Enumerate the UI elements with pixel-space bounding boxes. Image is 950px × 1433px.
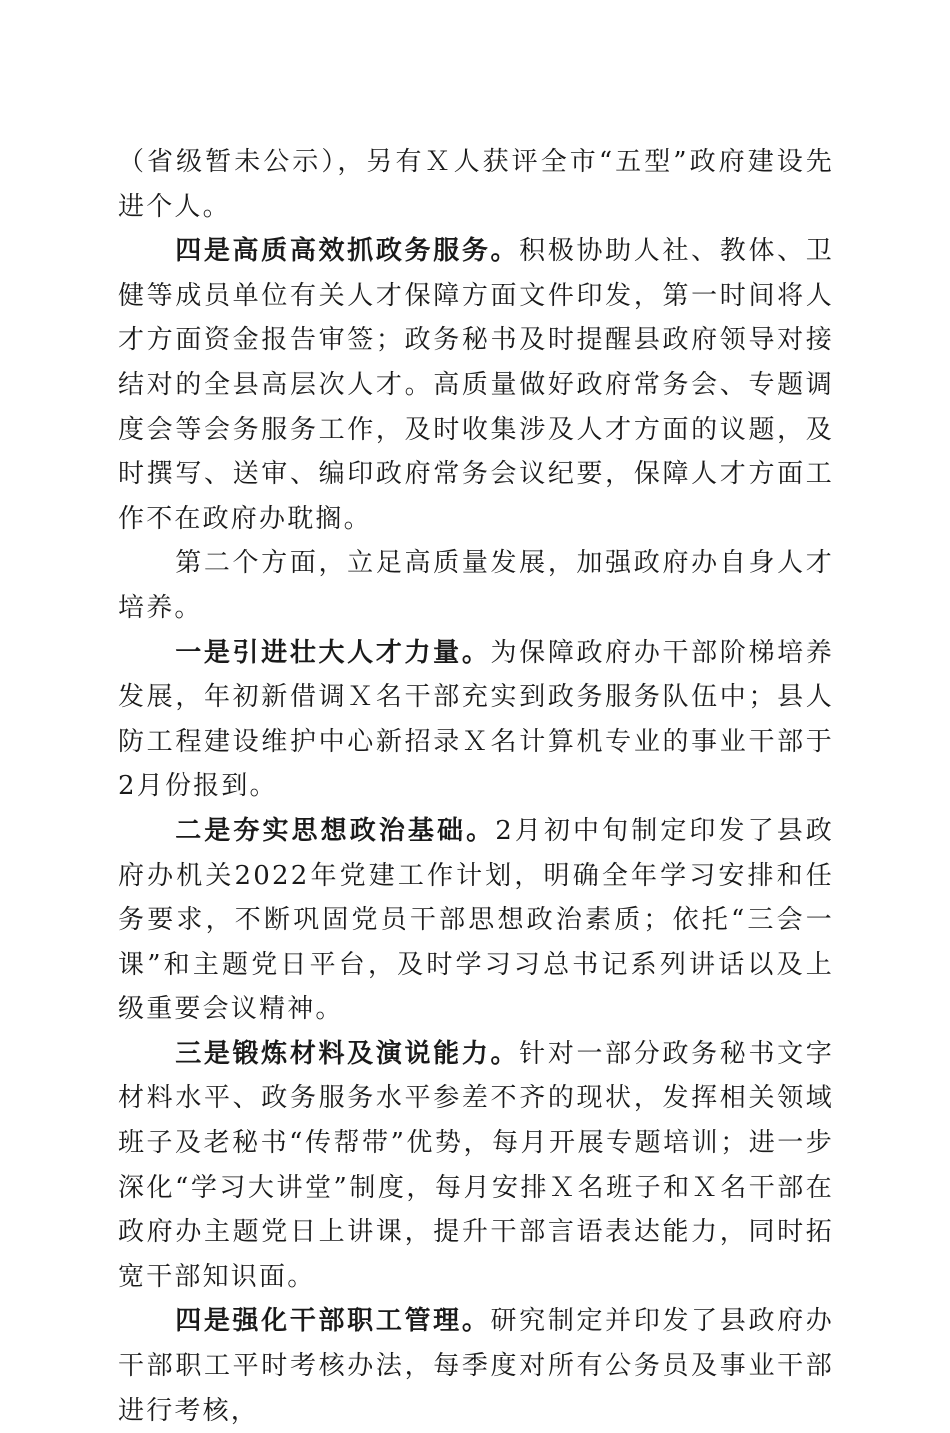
paragraph-text: 第二个方面，立足高质量发展，加强政府办自身人才培养。 — [118, 548, 834, 623]
document-body — [118, 140, 834, 1433]
paragraph-text: （省级暂未公示），另有Ｘ人获评全市“五型”政府建设先进个人。 — [118, 147, 834, 222]
paragraph-item — [118, 1032, 834, 1300]
paragraph-item — [118, 229, 834, 541]
paragraph-text: 为保障政府办干部阶梯培养发展，年初新借调Ｘ名干部充实到政务服务队伍中；县人防工程建设维护中心新招录Ｘ名计算机专业的事业干部于2月份报到。 — [118, 637, 835, 802]
paragraph-text: 研究制定并印发了县政府办干部职工平时考核办法，每季度对所有公务员及事业干部进行考核， — [118, 1306, 835, 1426]
paragraph-continuation — [118, 140, 834, 229]
section-heading — [118, 541, 834, 630]
paragraph-lead: 二是夯实思想政治基础。 — [175, 815, 496, 846]
paragraph-text: 2月初中旬制定印发了县政府办机关2022年党建工作计划，明确全年学习安排和任务要求，不断巩固党员干部思想政治素质；依托“三会一课”和主题党日平台，及时学习习总书记系列讲话以及上级重要会议精神。 — [118, 815, 834, 1025]
paragraph-item — [118, 809, 834, 1032]
paragraph-item — [118, 631, 834, 809]
paragraph-lead: 一是引进壮大人才力量。 — [175, 637, 491, 668]
paragraph-text: 针对一部分政务秘书文字材料水平、政务服务水平参差不齐的现状，发挥相关领域班子及老秘书“传帮带”优势，每月开展专题培训；进一步深化“学习大讲堂”制度，每月安排Ｘ名班子和Ｘ名干部在政府办主题党日上讲课，提升干部言语表达能力，同时拓宽干部知识面。 — [118, 1038, 834, 1292]
paragraph-lead: 四是高质高效抓政务服务。 — [175, 236, 520, 267]
paragraph-lead: 三是锻炼材料及演说能力。 — [175, 1038, 520, 1069]
paragraph-lead: 四是强化干部职工管理。 — [175, 1306, 491, 1337]
paragraph-item — [118, 1299, 834, 1433]
paragraph-text: 积极协助人社、教体、卫健等成员单位有关人才保障方面文件印发，第一时间将人才方面资金报告审签；政务秘书及时提醒县政府领导对接结对的全县高层次人才。高质量做好政府常务会、专题调度会等会务服务工作，及时收集涉及人才方面的议题，及时撰写、送审、编印政府常务会议纪要，保障人才方面工作不在政府办耽搁。 — [118, 236, 834, 534]
